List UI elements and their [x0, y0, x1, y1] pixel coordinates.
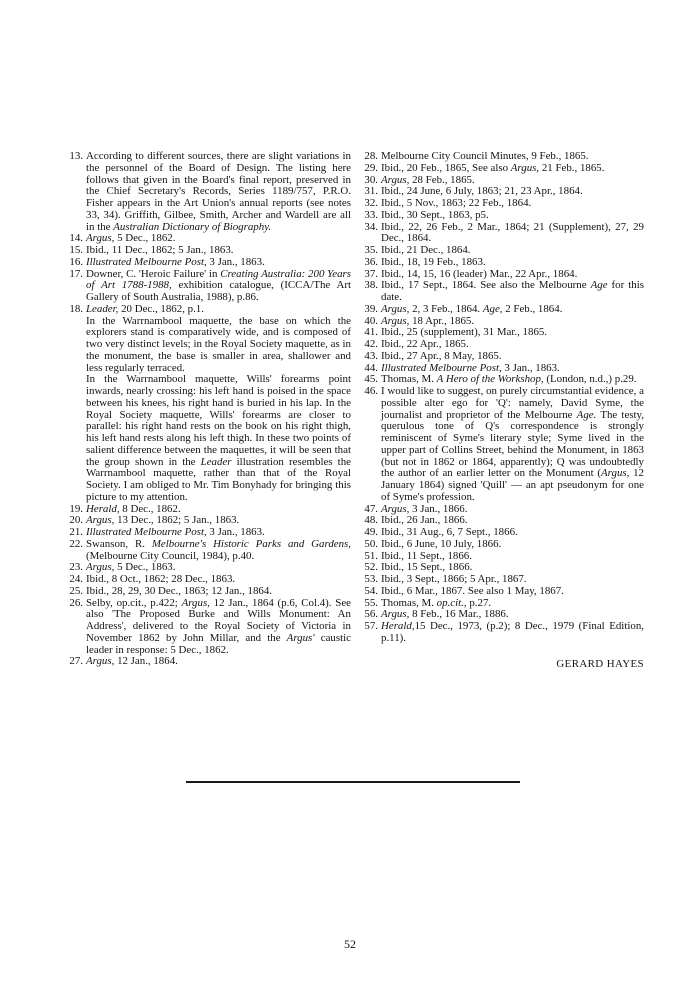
- italic-title: A Hero of the Workshop,: [436, 373, 544, 386]
- footnote-text: [86, 304, 351, 504]
- note-text-run: 5 Dec., 1862.: [114, 232, 176, 245]
- italic-title: Herald,: [381, 620, 415, 632]
- footnote: [63, 151, 351, 233]
- footnote-number: 56.: [364, 608, 378, 621]
- footnote: [358, 280, 644, 304]
- footnote-number: 13.: [69, 150, 83, 162]
- footnote-paragraph: [86, 374, 351, 503]
- note-text-run: Ibid., 15 Sept., 1866.: [381, 561, 473, 574]
- italic-title: Melbourne's Historic Parks and Gardens,: [151, 537, 352, 550]
- footnote-text: [381, 222, 644, 246]
- note-text-run: Ibid., 24 June, 6 July, 1863; 21, 23 Apr., 1864.: [381, 185, 583, 198]
- note-text-run: 21 Feb., 1865.: [539, 161, 605, 174]
- author-signature: GERARD HAYES: [556, 657, 644, 670]
- italic-title: Argus,: [381, 173, 410, 186]
- note-text-run: Ibid., 18, 19 Feb., 1863.: [381, 255, 486, 268]
- note-text-run: 3 Jan., 1863.: [501, 361, 560, 374]
- footnote-number: 55.: [364, 596, 378, 609]
- footnote-number: 45.: [364, 373, 378, 386]
- footnote-text: [86, 598, 351, 657]
- footnote-text: [86, 656, 351, 668]
- note-text-run: Ibid., 26 Jan., 1866.: [381, 514, 468, 527]
- footnote-number: 39.: [364, 302, 378, 315]
- note-text-run: exhibition catalogue, (ICCA/The Art Gallery of South Australia, 1988), p.86.: [86, 279, 351, 303]
- footnote-paragraph: [381, 386, 644, 504]
- footnote-number: 38.: [364, 279, 378, 292]
- note-text-run: (Melbourne City Council, 1984), p.40.: [86, 549, 255, 562]
- note-text-run: illustration resembles the Warrnambool maquette, rather than that of the Royal Society. I am obliged to Mr. Tim Bonyhady for bringing this picture to my attention.: [86, 455, 351, 503]
- footnote-number: 48.: [364, 514, 378, 527]
- italic-title: Leader: [200, 455, 232, 468]
- italic-title: Argus,: [510, 161, 540, 174]
- footnote-number: 52.: [364, 561, 378, 574]
- footnote-number: 19.: [69, 502, 83, 515]
- note-text-run: I would like to suggest, on purely circumstantial evidence, a possible alter ego for 'Q': namely, David Syme, the journalist and proprietor of the Melbourne: [381, 385, 644, 421]
- footnote-text: [381, 386, 644, 504]
- footnote-paragraph: [86, 269, 351, 304]
- footnote-number: 25.: [69, 584, 83, 597]
- note-text-run: p.27.: [466, 596, 492, 609]
- footnote-number: 35.: [364, 244, 378, 256]
- note-text-run: 8 Feb., 16 Mar., 1886.: [409, 608, 509, 621]
- note-text-run: Ibid., 30 Sept., 1863, p5.: [381, 208, 489, 221]
- italic-title: Argus': [286, 631, 315, 644]
- footnote-number: 34.: [364, 220, 378, 233]
- footnote-number: 20.: [69, 514, 83, 527]
- note-text-run: Ibid., 22, 26 Feb., 2 Mar., 1864; 21 (Supplement), 27, 29 Dec., 1864.: [381, 220, 644, 245]
- italic-title: Argus,: [381, 302, 410, 315]
- note-text-run: 3 Jan., 1866.: [409, 502, 468, 515]
- footnote-number: 16.: [69, 255, 83, 268]
- note-text-run: 15 Dec., 1973, (p.2); 8 Dec., 1979 (Final Edition, p.11).: [381, 620, 644, 644]
- italic-title: Argus,: [86, 514, 115, 527]
- footnote-number: 32.: [364, 197, 378, 209]
- footnote-number: 49.: [364, 526, 378, 538]
- italic-title: Illustrated Melbourne Post,: [381, 361, 502, 374]
- italic-title: Argus,: [86, 561, 115, 574]
- note-text-run: Ibid., 25 (supplement), 31 Mar., 1865.: [381, 326, 548, 339]
- italic-title: Leader,: [86, 302, 119, 315]
- footnote-number: 51.: [364, 549, 378, 562]
- footnote-number: 21.: [69, 526, 83, 538]
- footnote-number: 41.: [364, 326, 378, 339]
- note-text-run: Melbourne City Council Minutes, 9 Feb., 1865.: [381, 150, 589, 162]
- footnote: [63, 304, 351, 504]
- footnote-number: 54.: [364, 584, 378, 597]
- italic-title: Australian Dictionary of Biography.: [113, 220, 272, 233]
- notes-column-right: [358, 151, 644, 670]
- footnote: [63, 539, 351, 563]
- note-text-run: 20 Dec., 1862, p.1.: [118, 302, 204, 315]
- note-text-run: Ibid., 27 Apr., 8 May, 1865.: [381, 349, 502, 362]
- italic-title: Argus,: [381, 314, 410, 327]
- footnote-number: 31.: [364, 185, 378, 198]
- note-text-run: 2, 3 Feb., 1864.: [409, 302, 483, 315]
- footnote: [63, 598, 351, 657]
- note-text-run: Thomas, M.: [381, 373, 437, 386]
- footnote-number: 33.: [364, 208, 378, 221]
- note-text-run: Ibid., 31 Aug., 6, 7 Sept., 1866.: [381, 526, 518, 538]
- note-text-run: In the Warrnambool maquette, the base on which the explorers stand is comparatively wide, and is composed of two very distinct levels; in the Royal Society maquette, as in the monument, the base is smaller in area, shallower and less regularly terraced.: [86, 314, 351, 374]
- note-text-run: Ibid., 3 Sept., 1866; 5 Apr., 1867.: [381, 573, 527, 585]
- footnote-number: 26.: [69, 596, 83, 609]
- note-text-run: Ibid., 8 Oct., 1862; 28 Dec., 1863.: [86, 573, 236, 585]
- italic-title: Illustrated Melbourne Post,: [86, 526, 207, 538]
- footnote-paragraph: [381, 280, 644, 304]
- note-text-run: Thomas, M.: [381, 596, 437, 609]
- footnote-number: 47.: [364, 502, 378, 515]
- footnote-paragraph: [381, 621, 644, 645]
- page-number: 52: [344, 937, 356, 951]
- footnote: [358, 386, 644, 504]
- footnote-number: 24.: [69, 573, 83, 585]
- italic-title: Argus,: [86, 232, 115, 245]
- footnote-number: 14.: [69, 232, 83, 245]
- note-text-run: Swanson, R.: [86, 537, 152, 550]
- note-text-run: 8 Dec., 1862.: [119, 502, 181, 515]
- italic-title: Argus,: [86, 655, 115, 668]
- footnote-text: [86, 151, 351, 233]
- footnote-number: 15.: [69, 244, 83, 256]
- italic-title: Argus,: [381, 608, 410, 621]
- italic-title: Argus,: [181, 596, 210, 609]
- notes-column-left: [63, 151, 351, 668]
- note-text-run: caustic leader in response: 5 Dec., 1862.: [86, 631, 351, 656]
- note-text-run: Ibid., 6 June, 10 July, 1866.: [381, 537, 502, 550]
- italic-title: op.cit.,: [436, 596, 467, 609]
- note-text-run: Ibid., 22 Apr., 1865.: [381, 338, 469, 350]
- note-text-run: Downer, C. 'Heroic Failure' in: [86, 267, 221, 280]
- note-text-run: 12 January 1864) signed 'Quill' — an apt pseudonym for one of Syme's profession.: [381, 467, 644, 503]
- note-text-run: Selby, op.cit., p.422;: [86, 596, 182, 609]
- note-text-run: 13 Dec., 1862; 5 Jan., 1863.: [114, 514, 240, 527]
- footnote-number: 46.: [364, 385, 378, 397]
- italic-title: Age: [590, 279, 608, 292]
- footnote-text: [381, 280, 644, 304]
- note-text-run: In the Warrnambool maquette, Wills' forearms point inwards, nearly crossing: his left hand is poised in the space between his knees, his right hand is buried in his lap. In the Royal Society maquette, Wills' forearms are closer to parallel: his right hand rests on the book on his right thigh, his left hand rests along his left thigh. In these two points of salient difference between the maquettes, it will be seen that the group shown in the: [86, 373, 351, 468]
- note-text-run: 18 Apr., 1865.: [409, 314, 475, 327]
- footnote-text: [86, 539, 351, 563]
- footnote-number: 27.: [69, 655, 83, 668]
- note-text-run: (London, n.d.,) p.29.: [543, 373, 637, 386]
- footnote-text: [86, 269, 351, 304]
- footnote-paragraph: [381, 222, 644, 246]
- footnote-paragraph: [86, 598, 351, 657]
- italic-title: Illustrated Melbourne Post,: [86, 255, 207, 268]
- footnote-paragraph: [86, 656, 351, 668]
- italic-title: Age.: [576, 408, 597, 421]
- note-text-run: 12 Jan., 1864.: [114, 655, 178, 668]
- footnote-paragraph: [86, 316, 351, 375]
- note-text-run: Ibid., 21 Dec., 1864.: [381, 244, 471, 256]
- divider-rule: [186, 781, 520, 783]
- footnote-number: 30.: [364, 173, 378, 186]
- footnote-number: 50.: [364, 537, 378, 550]
- footnote: [63, 656, 351, 668]
- footnote-number: 18.: [69, 302, 83, 315]
- footnote-number: 42.: [364, 338, 378, 350]
- footnote: [358, 222, 644, 246]
- footnote-paragraph: [86, 539, 351, 563]
- italic-title: Argus,: [381, 502, 410, 515]
- footnote-number: 17.: [69, 267, 83, 280]
- footnote-number: 44.: [364, 361, 378, 374]
- footnote-text: [381, 621, 644, 645]
- footnote-number: 37.: [364, 267, 378, 280]
- note-text-run: 28 Feb., 1865.: [409, 173, 475, 186]
- footnote-number: 43.: [364, 349, 378, 362]
- footnote: [63, 269, 351, 304]
- note-text-run: 2 Feb., 1864.: [502, 302, 563, 315]
- footnote-number: 57.: [364, 620, 378, 632]
- note-text-run: for this date.: [381, 279, 644, 303]
- footnote-number: 36.: [364, 255, 378, 268]
- note-text-run: According to different sources, there are slight variations in the personnel of the Board of Design. The listing here follows that given in the Board's final report, preserved in the Chief Secretary's Records, Series 1189/757, P.R.O. Fisher appears in the Art Union's annual reports (see notes 33, 34). Griffith, Gilbee, Smith, Archer and Wardell are all in the: [86, 150, 351, 233]
- italic-title: Herald,: [86, 502, 120, 515]
- footnote-number: 29.: [364, 161, 378, 174]
- note-text-run: Ibid., 28, 29, 30 Dec., 1863; 12 Jan., 1864.: [86, 584, 273, 597]
- footnote-number: 22.: [69, 537, 83, 550]
- footnote: [358, 621, 644, 645]
- italic-title: Argus,: [601, 467, 630, 480]
- note-text-run: 3 Jan., 1863.: [206, 526, 265, 538]
- footnote-number: 53.: [364, 573, 378, 585]
- note-text-run: 3 Jan., 1863.: [206, 255, 265, 268]
- footnote-number: 40.: [364, 314, 378, 327]
- note-text-run: 12 Jan., 1864 (p.6, Col.4). See also 'The Proposed Burke and Wills Monument: An Address', delivered to the Royal Society of Victoria in November 1862 by John Millar, and the: [86, 596, 351, 644]
- italic-title: Age,: [482, 302, 503, 315]
- note-text-run: Ibid., 14, 15, 16 (leader) Mar., 22 Apr., 1864.: [381, 267, 578, 280]
- footnote-paragraph: [86, 151, 351, 233]
- note-text-run: The testy, querulous tone of Q's correspondence is strongly reminiscent of Syme's literary style; Syme lived in the upper part of Collins Street, behind the Monument, in 1863 (but not in 1862 or 1864, apparently); Q was undoubtedly the author of an earlier letter on the Monument (: [381, 408, 645, 480]
- note-text-run: 5 Dec., 1863.: [114, 561, 176, 574]
- note-text-run: Ibid., 20 Feb., 1865, See also: [381, 161, 511, 174]
- note-text-run: Ibid., 17 Sept., 1864. See also the Melbourne: [381, 279, 591, 292]
- note-text-run: Ibid., 11 Dec., 1862; 5 Jan., 1863.: [86, 244, 234, 256]
- note-text-run: Ibid., 6 Mar., 1867. See also 1 May, 1867.: [381, 584, 564, 597]
- footnote-number: 28.: [364, 150, 378, 162]
- note-text-run: Ibid., 5 Nov., 1863; 22 Feb., 1864.: [381, 197, 532, 209]
- italic-title: Creating Australia: 200 Years of Art 1788-1988,: [86, 267, 351, 292]
- note-text-run: Ibid., 11 Sept., 1866.: [381, 549, 472, 562]
- footnote-number: 23.: [69, 561, 83, 574]
